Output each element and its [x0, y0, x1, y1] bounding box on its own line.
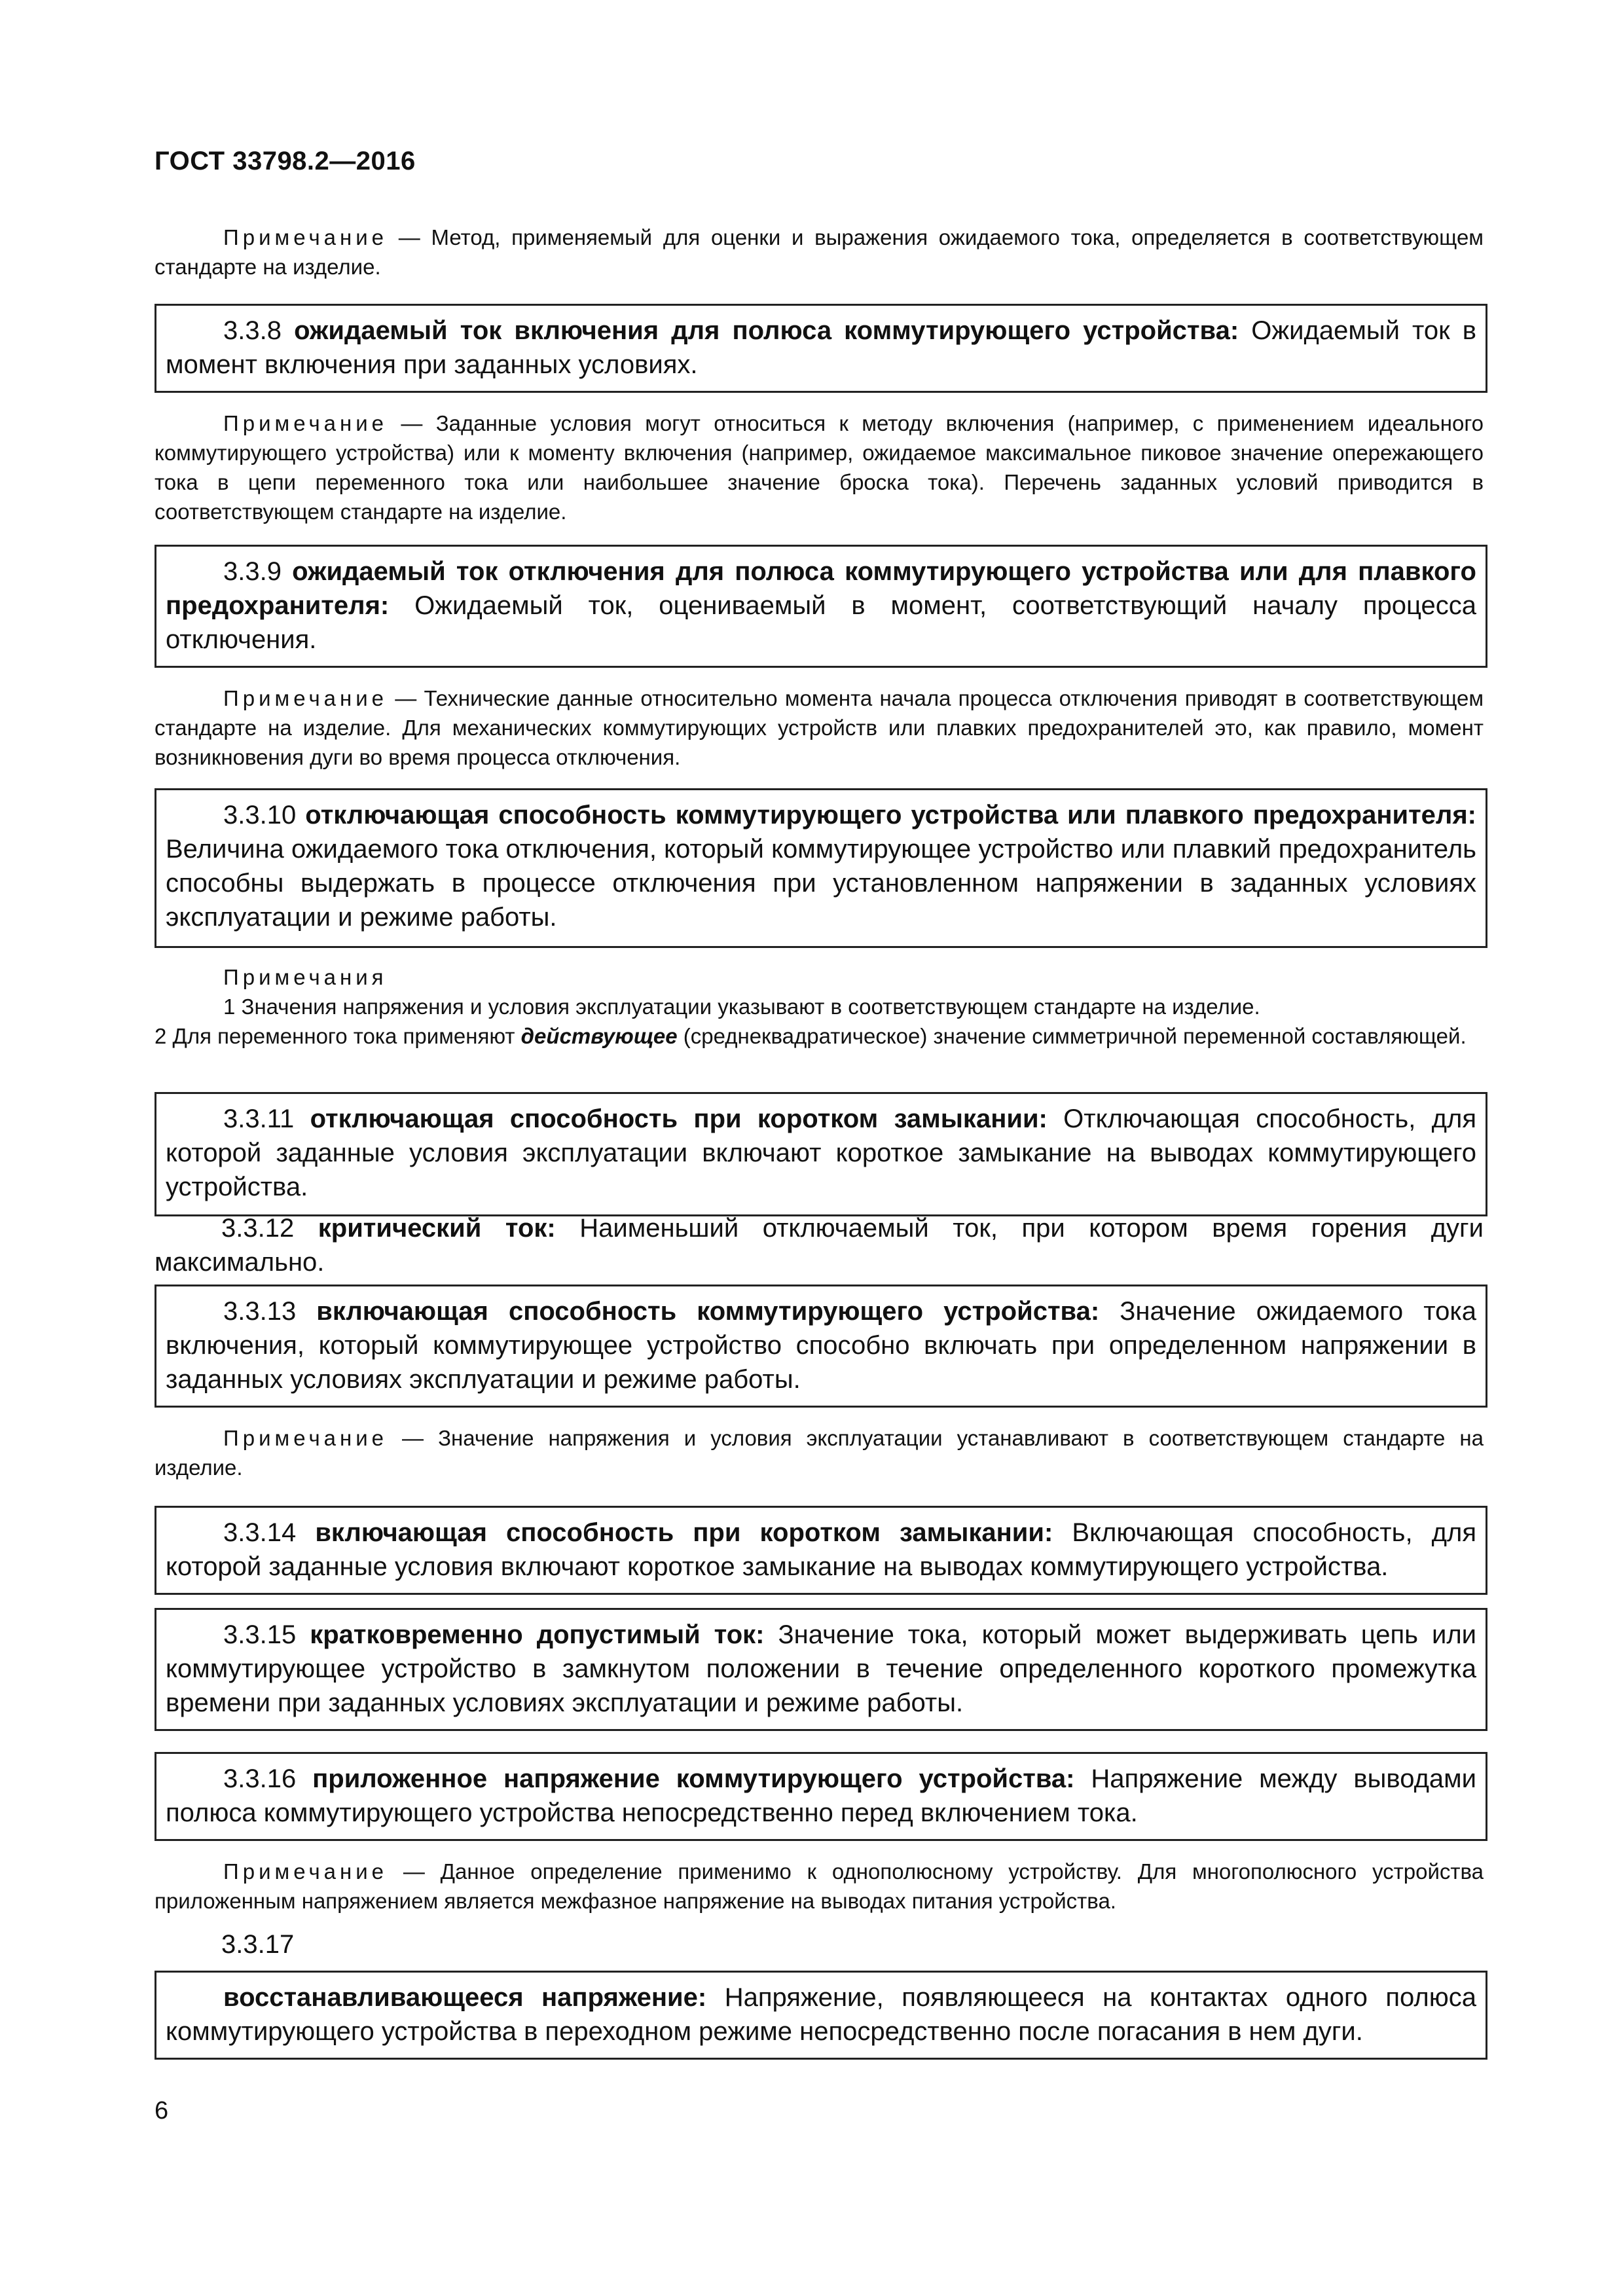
- definition-text: Значение тока, который может выдерживать цепь или коммутирующее устройство в замкнутом положении в течение определенного короткого промежутка времени при заданных условиях эксплуатации и режиме работы.: [166, 1620, 1476, 1717]
- definition-number: 3.3.13: [223, 1297, 297, 1326]
- definition-3-3-10: [155, 788, 1487, 948]
- definition-number: 3.3.11: [223, 1104, 295, 1133]
- note-applied-voltage: [155, 1857, 1484, 1916]
- definition-term: включающая способность коммутирующего устройства:: [316, 1297, 1100, 1326]
- definition-text: Ожидаемый ток в момент включения при заданных условиях.: [166, 316, 1477, 379]
- definition-number: 3.3.14: [223, 1518, 297, 1547]
- definition-number: 3.3.9: [223, 557, 282, 586]
- definition-text: Отключающая способность, для которой заданные условия эксплуатации включают короткое замыкание на выводах коммутирующего устройства.: [166, 1104, 1476, 1201]
- definition-number: 3.3.12: [221, 1214, 295, 1243]
- definition-3-3-16: [155, 1752, 1487, 1841]
- definition-number: 3.3.15: [223, 1620, 297, 1649]
- note-text: Технические данные относительно момента начала процесса отключения приводят в соответствующем стандарте на изделие. Для механических коммутирующих устройств или плавких предохранителей это, как правило, момент возникновения дуги во время процесса отключения.: [155, 686, 1484, 769]
- note-text: Метод, применяемый для оценки и выражения ожидаемого тока, определяется в соответствующем стандарте на изделие.: [155, 225, 1484, 279]
- definition-term: включающая способность при коротком замыкании:: [315, 1518, 1053, 1547]
- definition-3-3-8: [155, 304, 1487, 393]
- note-text: Заданные условия могут относиться к методу включения (например, с применением идеального коммутирующего устройства) или к моменту включения (например, ожидаемое максимальное пиковое значение опережающего тока в цепи переменного тока или наибольшее значение броска тока). Перечень заданных условий приводится в соответствующем стандарте на изделие.: [155, 411, 1484, 524]
- definition-term: приложенное напряжение коммутирующего устройства:: [312, 1764, 1075, 1793]
- note-making-voltage: [155, 1423, 1484, 1482]
- document-header: ГОСТ 33798.2—2016: [155, 147, 416, 175]
- definition-3-3-15: [155, 1608, 1487, 1731]
- definition-number: 3.3.10: [223, 801, 297, 829]
- definition-term: кратковременно допустимый ток:: [310, 1620, 765, 1649]
- notes-item-1: 1 Значения напряжения и условия эксплуатации указывают в соответствующем стандарте на изделие.: [223, 994, 1260, 1019]
- definition-term: ожидаемый ток отключения для полюса коммутирующего устройства или для плавкого предохранителя:: [166, 557, 1476, 620]
- note-label: Примечание: [223, 411, 388, 435]
- note-dash: —: [395, 686, 417, 710]
- definition-term: отключающая способность при коротком замыкании:: [310, 1104, 1048, 1133]
- note-label: Примечание: [223, 686, 388, 710]
- definition-text: Включающая способность, для которой заданные условия включают короткое замыкание на выводах коммутирующего устройства.: [166, 1518, 1476, 1581]
- page-number: 6: [155, 2097, 169, 2124]
- note-dash: —: [398, 225, 420, 249]
- definition-number: 3.3.16: [223, 1764, 297, 1793]
- definition-3-3-14: [155, 1506, 1487, 1595]
- note-dash: —: [401, 411, 423, 435]
- definition-text: Наименьший отключаемый ток, при котором время горения дуги максимально.: [155, 1214, 1484, 1277]
- definition-3-3-12: [155, 1211, 1484, 1279]
- definition-term: отключающая способность коммутирующего устройства или плавкого предохранителя:: [305, 801, 1476, 829]
- definition-3-3-17-number: [155, 1927, 1484, 1961]
- definition-term: ожидаемый ток включения для полюса коммутирующего устройства:: [294, 316, 1239, 345]
- definition-text: Напряжение, появляющееся на контактах одного полюса коммутирующего устройства в переходном режиме непосредственно после погасания в нем дуги.: [166, 1983, 1476, 2046]
- definition-text: Значение ожидаемого тока включения, который коммутирующее устройство способно включать при определенном напряжении в заданных условиях эксплуатации и режиме работы.: [166, 1297, 1476, 1394]
- definition-number: 3.3.17: [221, 1930, 295, 1959]
- note-text: Значение напряжения и условия эксплуатации устанавливают в соответствующем стандарте на изделие.: [155, 1426, 1484, 1480]
- notes-item-2-emphasis: действующее: [520, 1024, 678, 1048]
- notes-item-2-post: (среднеквадратическое) значение симметричной переменной составляющей.: [683, 1024, 1467, 1048]
- note-breaking-start: [155, 683, 1484, 772]
- note-label: Примечание: [223, 1426, 388, 1450]
- definition-term: критический ток:: [318, 1214, 556, 1243]
- definition-text: Напряжение между выводами полюса коммутирующего устройства непосредственно перед включением тока.: [166, 1764, 1476, 1827]
- note-text: Данное определение применимо к однополюсному устройству. Для многополюсного устройства приложенным напряжением является межфазное напряжение на выводах питания устройства.: [155, 1859, 1484, 1913]
- note-method: [155, 223, 1484, 282]
- definition-3-3-13: [155, 1285, 1487, 1408]
- definition-3-3-17: [155, 1971, 1487, 2060]
- notes-label: Примечания: [223, 965, 388, 989]
- definition-text: Величина ожидаемого тока отключения, который коммутирующее устройство или плавкий предохранитель способны выдержать в процессе отключения при установленном напряжении в заданных условиях эксплуатации и режиме работы.: [166, 835, 1476, 932]
- notes-voltage: [155, 962, 1484, 1051]
- definition-text: Ожидаемый ток, оцениваемый в момент, соответствующий началу процесса отключения.: [166, 591, 1476, 654]
- definition-term: восстанавливающееся напряжение:: [223, 1983, 707, 2012]
- note-dash: —: [402, 1426, 424, 1450]
- note-conditions: [155, 409, 1484, 526]
- note-dash: —: [403, 1859, 425, 1884]
- notes-item-2-pre: 2 Для переменного тока применяют: [155, 1024, 515, 1048]
- note-label: Примечание: [223, 225, 388, 249]
- definition-number: 3.3.8: [223, 316, 282, 345]
- note-label: Примечание: [223, 1859, 388, 1884]
- definition-3-3-11: [155, 1092, 1487, 1216]
- definition-3-3-9: [155, 545, 1487, 668]
